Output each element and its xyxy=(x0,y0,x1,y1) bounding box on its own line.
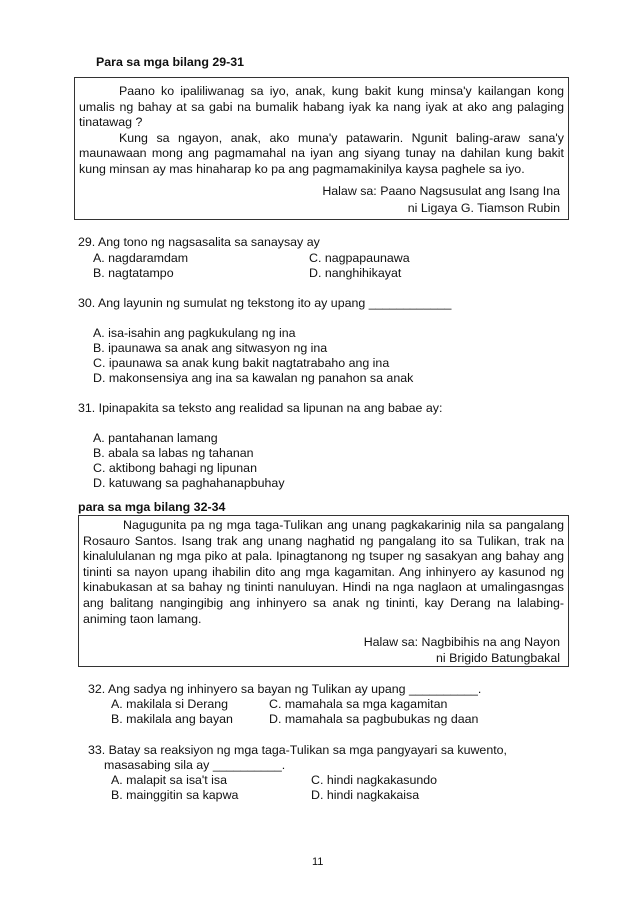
section-heading-29-31: Para sa mga bilang 29-31 xyxy=(96,55,245,69)
question-32-option-a: A. makilala si Derang xyxy=(111,697,229,711)
passage-box-2 xyxy=(78,515,569,667)
question-29-option-d: D. nanghihikayat xyxy=(309,266,402,280)
question-33-option-b: B. mainggitin sa kapwa xyxy=(111,788,239,802)
question-30-option-b: B. ipaunawa sa anak ang sitwasyon ng ina xyxy=(93,341,328,355)
question-33-option-c: C. hindi nagkakasundo xyxy=(311,773,438,787)
question-32-option-d: D. mamahala sa pagbubukas ng daan xyxy=(269,712,479,726)
passage-1-source-title: Halaw sa: Paano Nagsusulat ang Isang Ina xyxy=(322,184,560,198)
question-33-option-a: A. malapit sa isa't isa xyxy=(111,773,227,787)
question-33-option-d: D. hindi nagkakaisa xyxy=(311,788,420,802)
question-33-stem-line-2: masasabing sila ay __________. xyxy=(104,758,286,772)
passage-1-source-author: ni Ligaya G. Tiamson Rubin xyxy=(407,201,560,215)
passage-2-text xyxy=(83,518,564,627)
passage-box-1 xyxy=(74,77,569,220)
question-30-option-a: A. isa-isahin ang pagkukulang ng ina xyxy=(93,326,296,340)
question-30-stem: 30. Ang layunin ng sumulat ng tekstong ito ay upang ____________ xyxy=(78,296,452,310)
question-31-stem: 31. Ipinapakita sa teksto ang realidad sa lipunan na ang babae ay: xyxy=(78,401,443,415)
section-heading-32-34: para sa mga bilang 32-34 xyxy=(78,500,226,514)
question-30-option-c: C. ipaunawa sa anak kung bakit nagtatrabaho ang ina xyxy=(93,356,390,370)
question-31-option-c: C. aktibong bahagi ng lipunan xyxy=(93,461,257,475)
passage-2-source-author: ni Brigido Batungbakal xyxy=(436,651,560,665)
question-29-stem: 29. Ang tono ng nagsasalita sa sanaysay ay xyxy=(78,235,320,249)
question-29-option-b: B. nagtatampo xyxy=(93,266,174,280)
question-33-stem-line-1: 33. Batay sa reaksiyon ng mga taga-Tulikan sa mga pangyayari sa kuwento, xyxy=(88,743,507,757)
passage-1-paragraph-2: Kung sa ngayon, anak, ako muna'y patawarin. Ngunit baling-araw sana'y maunawaan mong ang pagmamahal na iyan ang siyang tunay na dahilan kung bakit kung minsan ay mas hinaharap ko pa ang pagmamakinilya kaysa paghele sa iyo. xyxy=(79,130,564,176)
passage-2-paragraph: Nagugunita pa ng mga taga-Tulikan ang unang pagkakarinig nila sa pangalang Rosauro Santos. Isang trak ang unang naghatid ng pangalang ito sa Tulikan, trak na kinalululanan ng mga piko at pala. Ipinagtanong ng tsuper ng sasakyan ang bahay ang tininti sa nayon upang ihabilin dito ang mga kagamitan. Ang inhinyero ay kasunod ng kinabukasan at sa bahay ng tininti nanuluyan. Hindi na nga naglaon at umalingasngas ang balitang nangingibig ang inhinyero sa anak ng tininti, kay Derang na lalabing-animing taon lamang. xyxy=(83,518,564,626)
question-30-option-d: D. makonsensiya ang ina sa kawalan ng panahon sa anak xyxy=(93,371,414,385)
question-31-option-d: D. katuwang sa paghahanapbuhay xyxy=(93,476,285,490)
passage-1-text xyxy=(79,84,564,178)
question-31-option-b: B. abala sa labas ng tahanan xyxy=(93,446,254,460)
question-29-option-a: A. nagdaramdam xyxy=(93,251,189,265)
question-29-option-c: C. nagpapaunawa xyxy=(309,251,410,265)
question-31-option-a: A. pantahanan lamang xyxy=(93,431,218,445)
page-number: 11 xyxy=(312,856,324,868)
passage-1-paragraph-1: Paano ko ipaliliwanag sa iyo, anak, kung bakit kung minsa'y kailangan kong umalis ng bahay at sa gabi na bumalik habang iyak ka nang iyak at ako ang palaging tinatawag ? xyxy=(79,84,564,130)
question-32-option-b: B. makilala ang bayan xyxy=(111,712,233,726)
question-32-stem: 32. Ang sadya ng inhinyero sa bayan ng Tulikan ay upang __________. xyxy=(88,682,482,696)
passage-2-source-title: Halaw sa: Nagbibihis na ang Nayon xyxy=(363,635,560,649)
question-32-option-c: C. mamahala sa mga kagamitan xyxy=(269,697,448,711)
